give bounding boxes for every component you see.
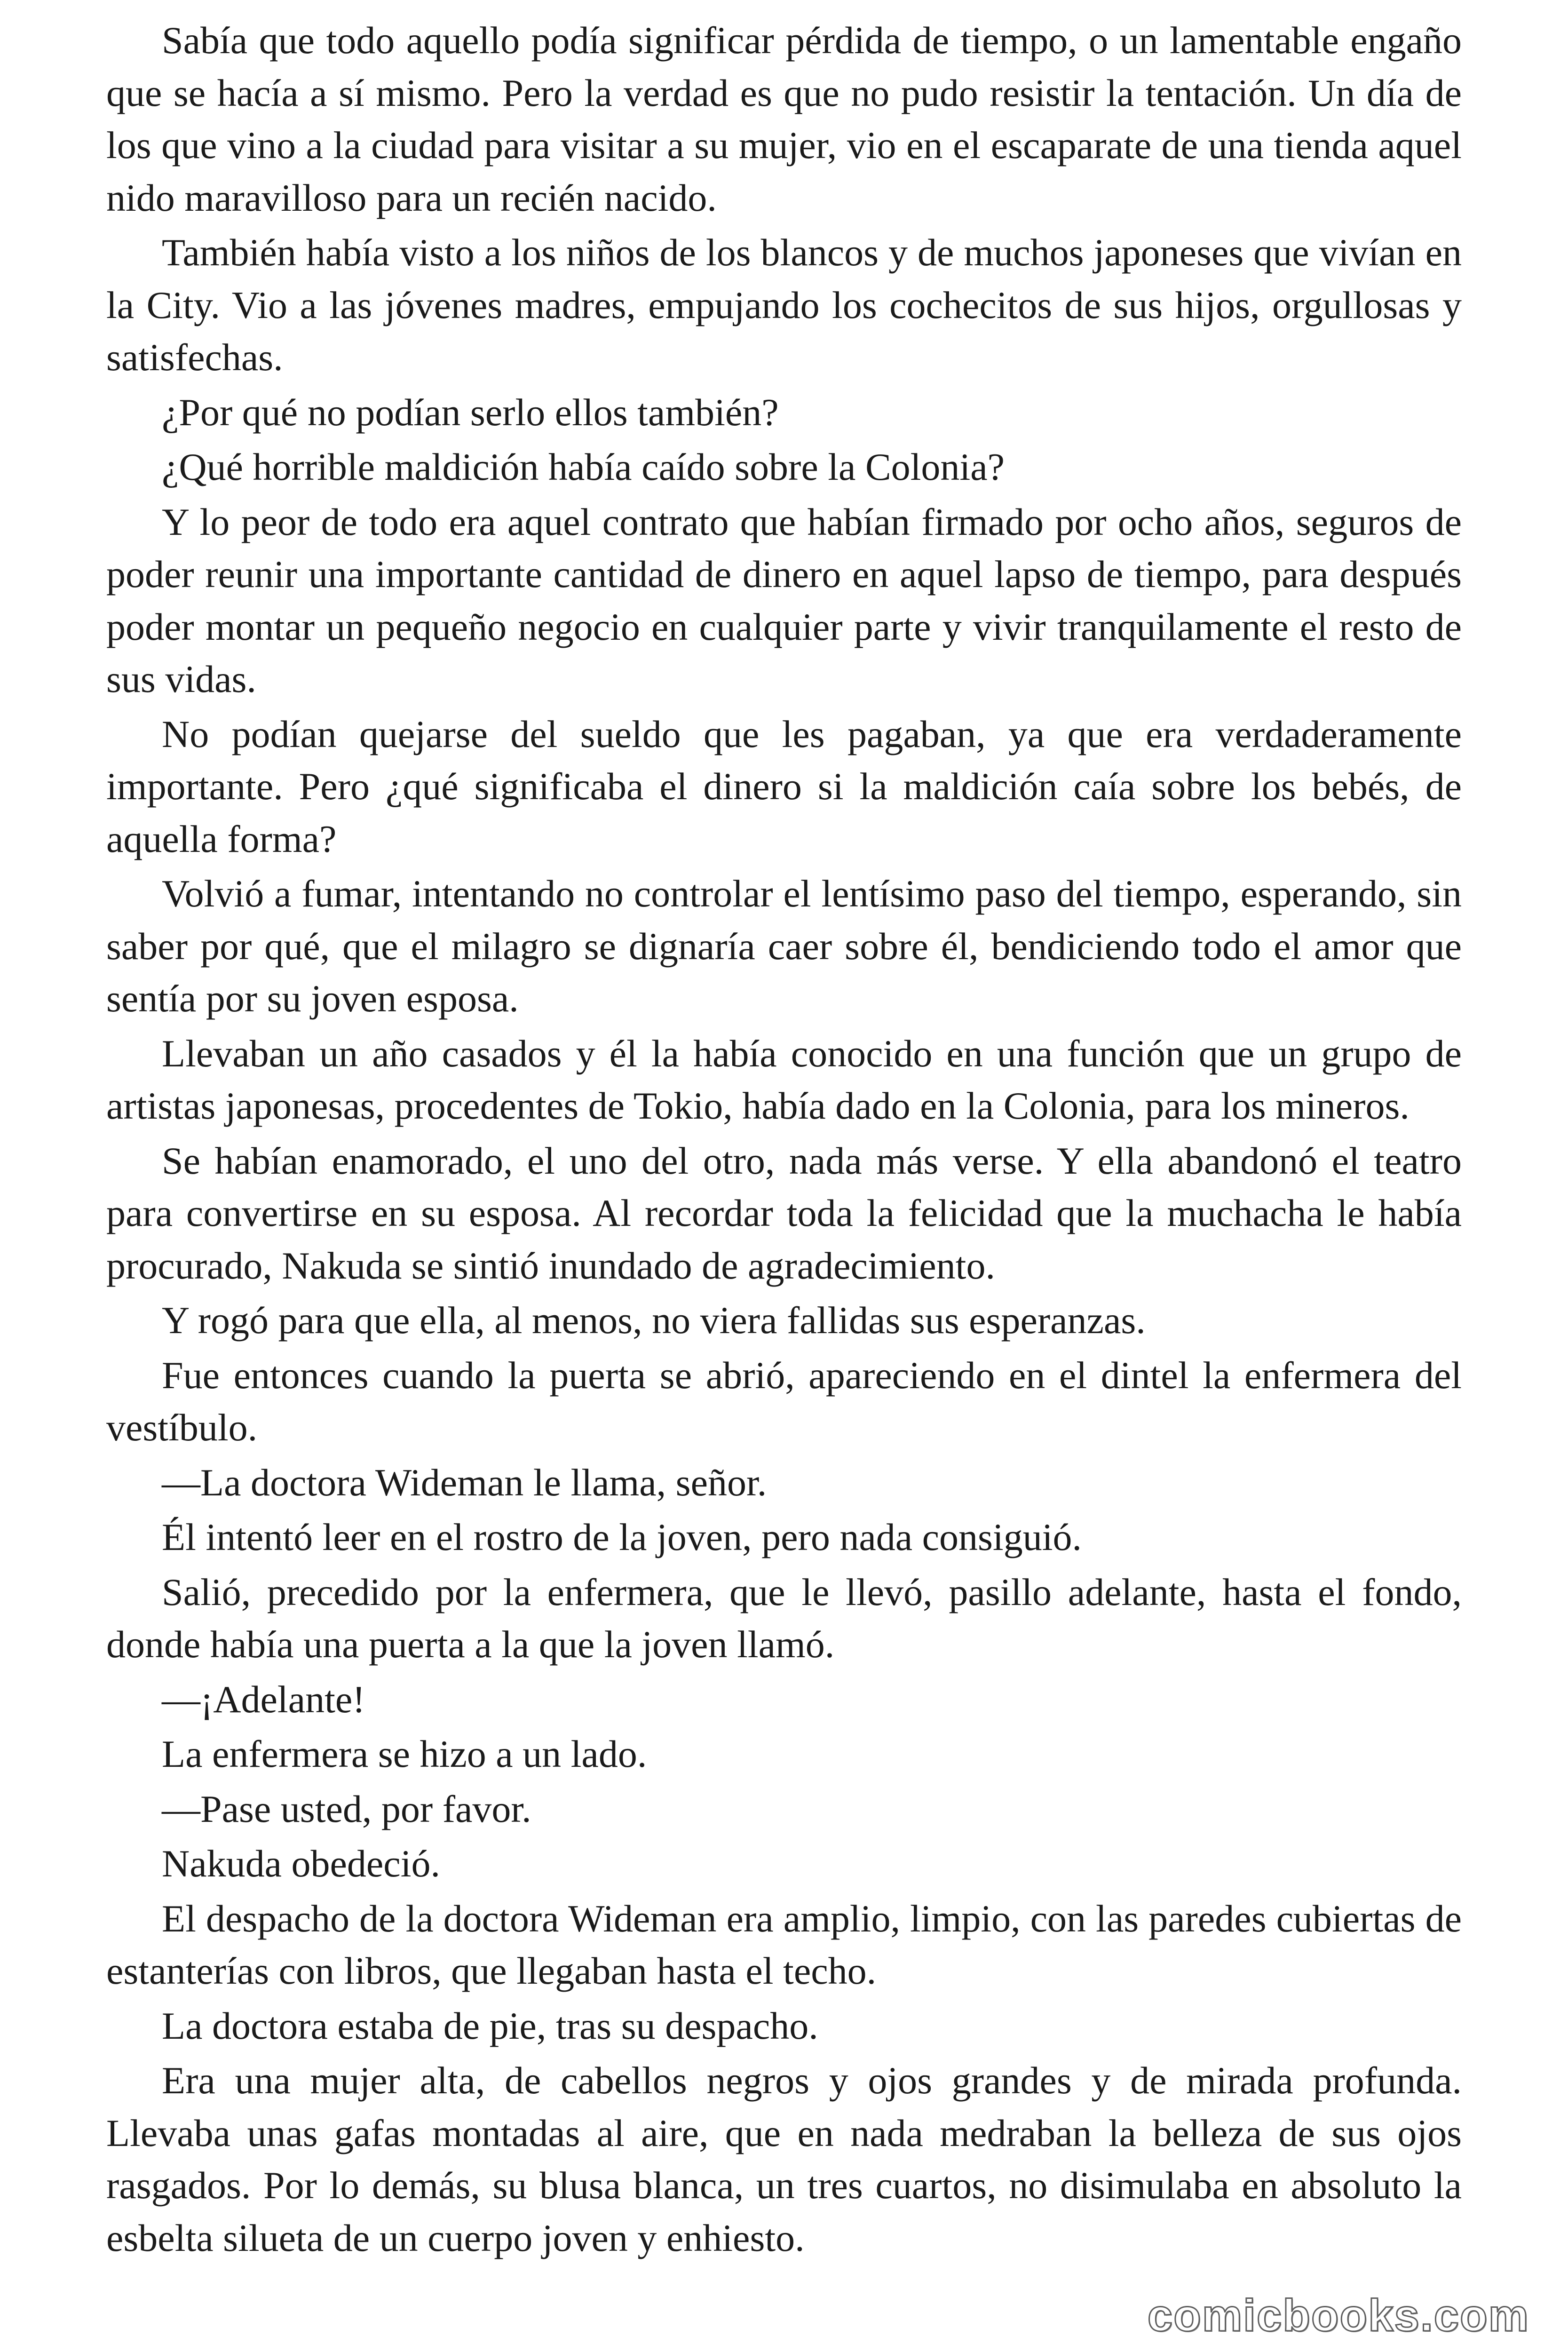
paragraph-18: Nakuda obedeció. [162,1842,440,1885]
watermark-logo: comicbooks.com [1147,2290,1529,2341]
paragraph-20: La doctora estaba de pie, tras su despacho. [162,2004,818,2047]
paragraph-16: La enfermera se hizo a un lado. [162,1732,647,1775]
paragraph-7: Volvió a fumar, intentando no controlar el lentísimo paso del tiempo, esperando, sin saber por qué, que el milagro se dignaría caer sobre él, bendiciendo todo el amor que sentía por su joven esposa. [106,872,1462,1020]
paragraph-8: Llevaban un año casados y él la había conocido en una función que un grupo de artistas japonesas, procedentes de Tokio, había dado en la Colonia, para los mineros. [106,1032,1462,1127]
paragraph-3: ¿Por qué no podían serlo ellos también? [162,390,779,434]
paragraph-5: Y lo peor de todo era aquel contrato que habían firmado por ocho años, seguros de poder reunir una importante cantidad de dinero en aquel lapso de tiempo, para después poder montar un pequeño negocio en cualquier parte y vivir tranquilamente el resto de sus vidas. [106,500,1462,700]
paragraph-15: —¡Adelante! [162,1677,365,1721]
paragraph-4: ¿Qué horrible maldición había caído sobre la Colonia? [162,445,1005,488]
paragraph-17: —Pase usted, por favor. [162,1787,531,1830]
book-page [106,14,1462,2266]
paragraph-14: Salió, precedido por la enfermera, que le llevó, pasillo adelante, hasta el fondo, donde había una puerta a la que la joven llamó. [106,1570,1462,1666]
paragraph-21: Era una mujer alta, de cabellos negros y ojos grandes y de mirada profunda. Llevaba unas gafas montadas al aire, que en nada medraban la belleza de sus ojos rasgados. Por lo demás, su blusa blanca, un tres cuartos, no disimulaba en absoluto la esbelta silueta de un cuerpo joven y enhiesto. [106,2059,1462,2259]
paragraph-2: También había visto a los niños de los blancos y de muchos japoneses que vivían en la City. Vio a las jóvenes madres, empujando los cochecitos de sus hijos, orgullosas y satisfechas. [106,231,1462,379]
paragraph-12: —La doctora Wideman le llama, señor. [162,1461,767,1504]
paragraph-9: Se habían enamorado, el uno del otro, nada más verse. Y ella abandonó el teatro para convertirse en su esposa. Al recordar toda la felicidad que la muchacha le había procurado, Nakuda se sintió inundado de agradecimiento. [106,1139,1462,1287]
paragraph-13: Él intentó leer en el rostro de la joven, pero nada consiguió. [162,1516,1082,1558]
paragraph-11: Fue entonces cuando la puerta se abrió, apareciendo en el dintel la enfermera del vestíbulo. [106,1353,1462,1449]
paragraph-6: No podían quejarse del sueldo que les pagaban, ya que era verdaderamente importante. Pero ¿qué significaba el dinero si la maldición caía sobre los bebés, de aquella forma? [106,712,1462,860]
paragraph-1: Sabía que todo aquello podía significar pérdida de tiempo, o un lamentable engaño que se hacía a sí mismo. Pero la verdad es que no pudo resistir la tentación. Un día de los que vino a la ciudad para visitar a su mujer, vio en el escaparate de una tienda aquel nido maravilloso para un recién nacido. [106,19,1462,219]
paragraph-10: Y rogó para que ella, al menos, no viera fallidas sus esperanzas. [162,1299,1146,1342]
paragraph-19: El despacho de la doctora Wideman era amplio, limpio, con las paredes cubiertas de estanterías con libros, que llegaban hasta el techo. [106,1897,1462,1992]
